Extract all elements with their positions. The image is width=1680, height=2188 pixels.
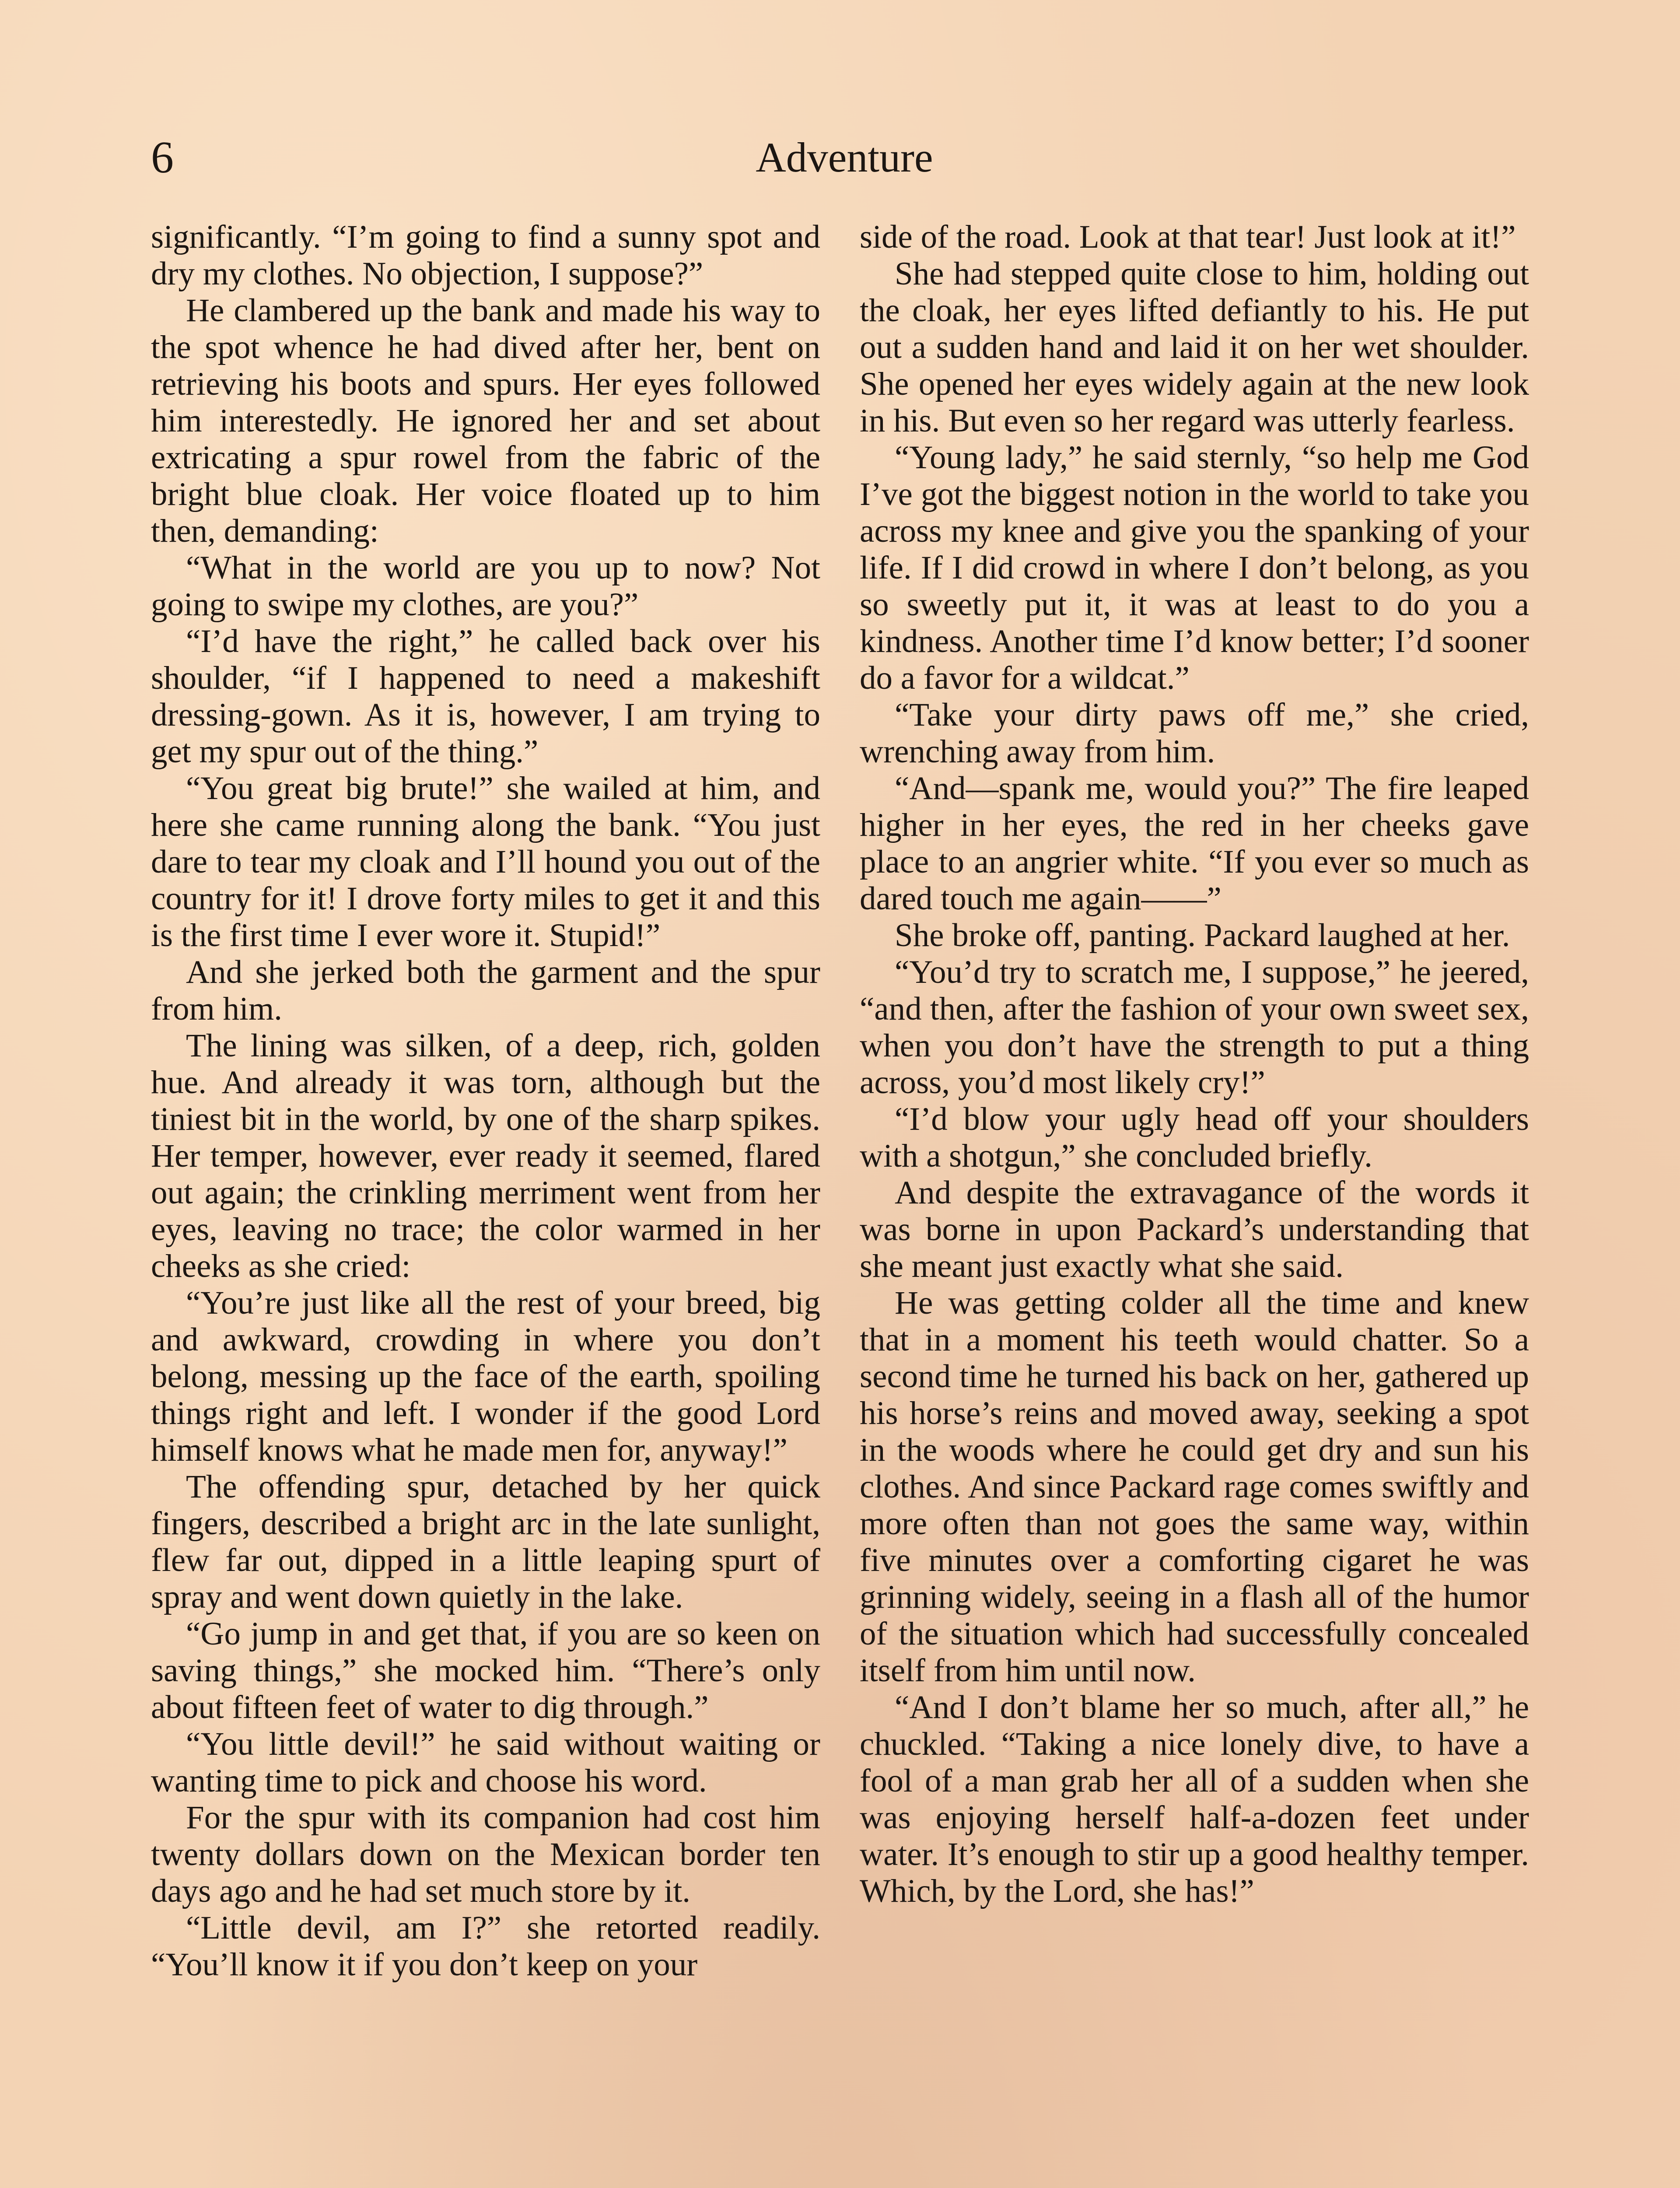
paragraph: She broke off, panting. Packard laughed at her.: [895, 917, 1510, 954]
paragraph: “Go jump in and get that, if you are so keen on saving things,” she mocked him. “There’s only about fifteen feet of water to dig through.”: [151, 1616, 820, 1725]
paragraph: He was getting colder all the time and knew that in a moment his teeth would chatter. So a second time he turned his back on her, gathered up his horse’s reins and moved away, seeking a spot in the woods where he could get dry and sun his clothes. And since Packard rage comes swiftly and more often than not goes the same way, within five minutes over a comforting cigaret he was grinning widely, seeing in a flash all of the humor of the situation which had successfully concealed itself from him until now.: [860, 1285, 1529, 1689]
paragraph: “You’d try to scratch me, I suppose,” he jeered, “and then, after the fashion of your own sweet sex, when you don’t have the strength to put a thing across, you’d most likely cry!”: [860, 954, 1529, 1101]
paragraph: significantly. “I’m going to find a sunny spot and dry my clothes. No objection, I suppose?”: [151, 219, 820, 292]
paragraph: He clambered up the bank and made his way to the spot whence he had dived after her, bent on retrieving his boots and spurs. Her eyes followed him interestedly. He ignored her and set about extricating a spur rowel from the fabric of the bright blue cloak. Her voice floated up to him then, demanding:: [151, 292, 820, 549]
paragraph: “What in the world are you up to now? Not going to swipe my clothes, are you?”: [151, 550, 820, 623]
paragraph: “And I don’t blame her so much, after all,” he chuckled. “Taking a nice lonely dive, to have a fool of a man grab her all of a sudden when she was enjoying herself half-a-dozen feet under water. It’s enough to stir up a good healthy temper. Which, by the Lord, she has!”: [860, 1689, 1529, 1909]
paragraph: “And—spank me, would you?” The fire leaped higher in her eyes, the red in her cheeks gave place to an angrier white. “If you ever so much as dared touch me again——”: [860, 770, 1529, 917]
paragraph: side of the road. Look at that tear! Just look at it!”: [860, 219, 1516, 255]
page-number: 6: [151, 132, 174, 182]
paragraph: “Little devil, am I?” she retorted readily. “You’ll know it if you don’t keep on your: [151, 1910, 820, 1983]
running-head: Adventure: [756, 134, 933, 181]
paragraph: “You’re just like all the rest of your breed, big and awkward, crowding in where you don’t belong, messing up the face of the earth, spoiling things right and left. I wonder if the good Lord himself knows what he made men for, anyway!”: [151, 1285, 820, 1468]
paragraph: And she jerked both the garment and the spur from him.: [151, 954, 820, 1027]
page-header: [151, 127, 1538, 188]
paragraph: She had stepped quite close to him, holding out the cloak, her eyes lifted defiantly to his. He put out a sudden hand and laid it on her wet shoulder. She opened her eyes widely again at the new look in his. But even so her regard was utterly fearless.: [860, 256, 1529, 439]
paragraph: For the spur with its companion had cost him twenty dollars down on the Mexican border ten days ago and he had set much store by it.: [151, 1799, 820, 1909]
paragraph: “You great big brute!” she wailed at him, and here she came running along the bank. “You just dare to tear my cloak and I’ll hound you out of the country for it! I drove forty miles to get it and this is the first time I ever wore it. Stupid!”: [151, 770, 820, 954]
paragraph: And despite the extravagance of the words it was borne in upon Packard’s understanding that she meant just exactly what she said.: [860, 1175, 1529, 1284]
paragraph: “I’d have the right,” he called back over his shoulder, “if I happened to need a makeshift dressing-gown. As it is, however, I am trying to get my spur out of the thing.”: [151, 623, 820, 770]
paragraph: The lining was silken, of a deep, rich, golden hue. And already it was torn, although but the tiniest bit in the world, by one of the sharp spikes. Her temper, however, ever ready it seemed, flared out again; the crinkling merriment went from her eyes, leaving no trace; the color warmed in her cheeks as she cried:: [151, 1027, 820, 1284]
paragraph: “Young lady,” he said sternly, “so help me God I’ve got the biggest notion in the world to take you across my knee and give you the spanking of your life. If I did crowd in where I don’t belong, as you so sweetly put it, it was at least to do you a kindness. Another time I’d know better; I’d sooner do a favor for a wildcat.”: [860, 439, 1529, 696]
left-column: [151, 219, 820, 1983]
paragraph: “You little devil!” he said without waiting or wanting time to pick and choose his word.: [151, 1726, 820, 1799]
paragraph: “Take your dirty paws off me,” she cried, wrenching away from him.: [860, 697, 1529, 770]
paragraph: The offending spur, detached by her quick fingers, described a bright arc in the late sunlight, flew far out, dipped in a little leaping spurt of spray and went down quietly in the lake.: [151, 1469, 820, 1615]
paragraph: “I’d blow your ugly head off your shoulders with a shotgun,” she concluded briefly.: [860, 1101, 1529, 1174]
right-column: [860, 219, 1529, 1910]
